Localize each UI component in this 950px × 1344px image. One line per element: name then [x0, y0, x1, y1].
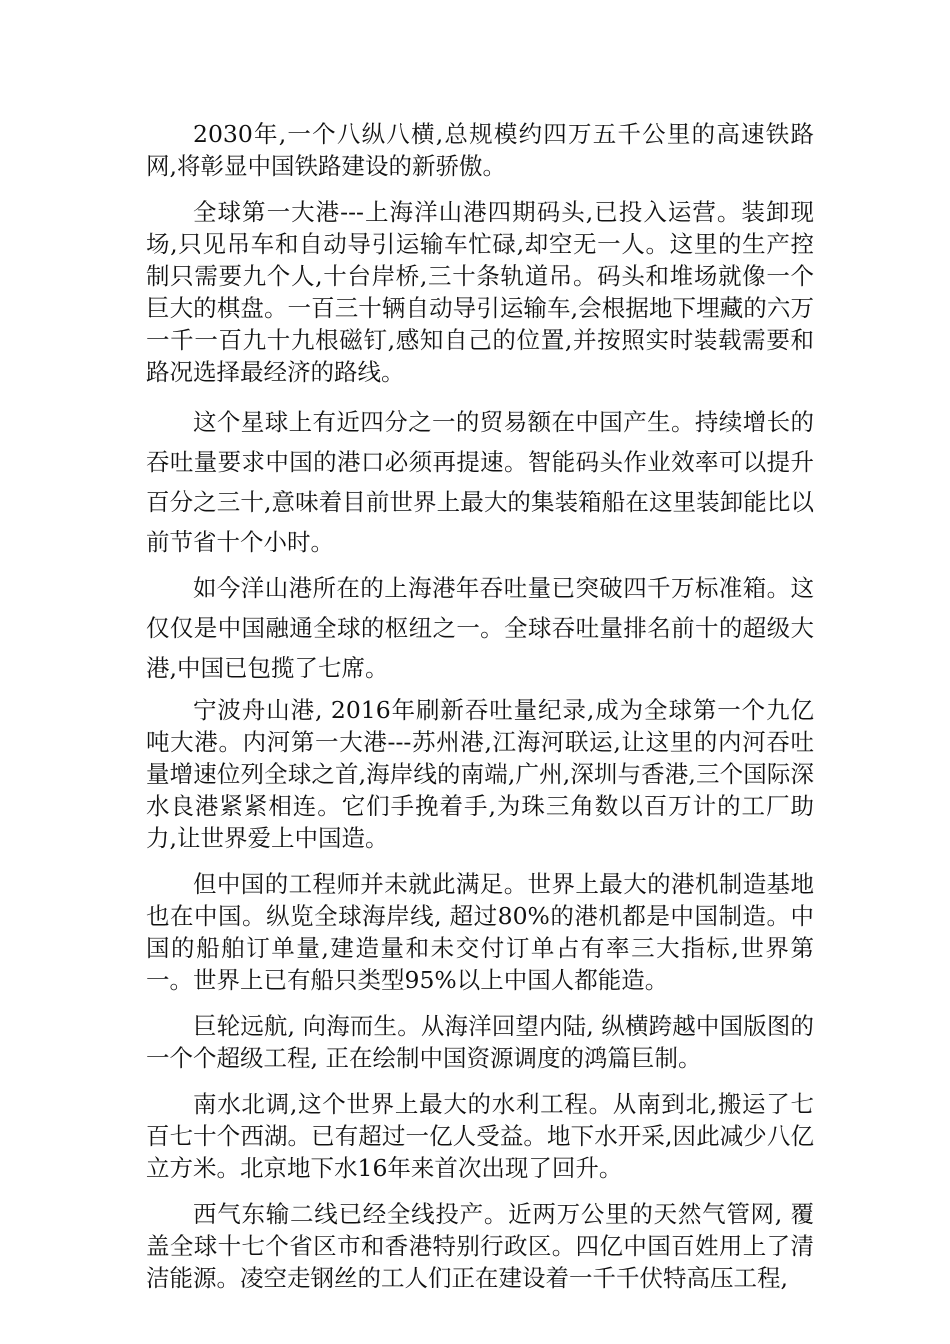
- paragraph-south-north-water: 南水北调,这个世界上最大的水利工程。从南到北,搬运了七百七十个西湖。已有超过一亿人受益。地下水开采,因此减少八亿立方米。北京地下水16年来首次出现了回升。: [146, 1090, 814, 1182]
- paragraph-ningbo-zhoushan-port: 宁波舟山港, 2016年刷新吞吐量纪录,成为全球第一个九亿吨大港。内河第一大港---苏州港,江海河联运,让这里的内河吞吐量增速位列全球之首,海岸线的南端,广州,深圳与香港,三个国际深水良港紧紧相连。它们手挽着手,为珠三角数以百万计的工厂助力,让世界爱上中国造。: [146, 696, 814, 852]
- paragraph-super-projects: 巨轮远航, 向海而生。从海洋回望内陆, 纵横跨越中国版图的一个个超级工程, 正在绘制中国资源调度的鸿篇巨制。: [146, 1012, 814, 1072]
- paragraph-trade-volume: 这个星球上有近四分之一的贸易额在中国产生。持续增长的吞吐量要求中国的港口必须再提速。智能码头作业效率可以提升百分之三十,意味着目前世界上最大的集装箱船在这里装卸能比以前节省十个小时。: [146, 408, 814, 556]
- paragraph-high-speed-rail: 2030年,一个八纵八横,总规模约四万五千公里的高速铁路网,将彰显中国铁路建设的新骄傲。: [146, 120, 814, 180]
- paragraph-port-machinery: 但中国的工程师并未就此满足。世界上最大的港机制造基地也在中国。纵览全球海岸线, 超过80%的港机都是中国制造。中国的船舶订单量,建造量和未交付订单占有率三大指标,世界第一。世界上已有船只类型95%以上中国人都能造。: [146, 870, 814, 994]
- paragraph-yangshan-port: 全球第一大港---上海洋山港四期码头,已投入运营。装卸现场,只见吊车和自动导引运输车忙碌,却空无一人。这里的生产控制只需要九个人,十台岸桥,三十条轨道吊。码头和堆场就像一个巨大的棋盘。一百三十辆自动导引运输车,会根据地下埋藏的六万一千一百九十九根磁钉,感知自己的位置,并按照实时装载需要和路况选择最经济的路线。: [146, 198, 814, 386]
- document-body: [146, 118, 814, 1294]
- paragraph-shanghai-port: 如今洋山港所在的上海港年吞吐量已突破四千万标准箱。这仅仅是中国融通全球的枢纽之一。全球吞吐量排名前十的超级大港,中国已包揽了七席。: [146, 574, 814, 682]
- paragraph-west-east-gas: 西气东输二线已经全线投产。近两万公里的天然气管网, 覆盖全球十七个省区市和香港特别行政区。四亿中国百姓用上了清洁能源。凌空走钢丝的工人们正在建设着一千千伏特高压工程,: [146, 1200, 814, 1292]
